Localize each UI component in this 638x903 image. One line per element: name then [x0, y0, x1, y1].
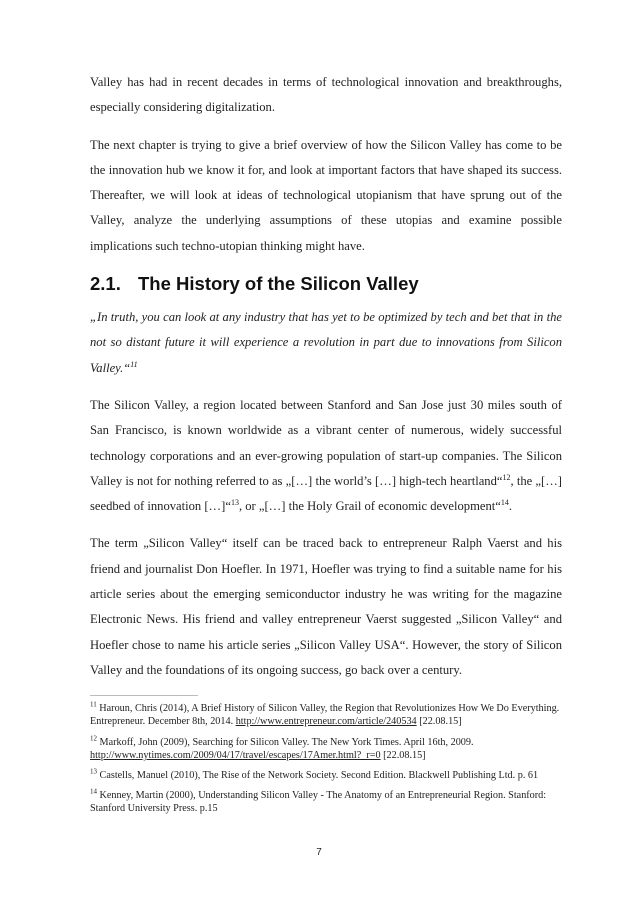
footnote-number: 13: [90, 767, 97, 776]
footnote-13: [90, 769, 562, 782]
epigraph-quote: [90, 305, 562, 381]
footnote-access-date: [22.08.15]: [416, 716, 462, 728]
footnote-ref-12[interactable]: 12: [502, 472, 511, 482]
footnote-text: Haroun, Chris (2014), A Brief History of Silicon Valley, the Region that Revolutionizes How We Do Everything. Entrepreneur. December 8th, 2014.: [90, 703, 560, 728]
footnote-ref-13[interactable]: 13: [230, 497, 239, 507]
footnote-text: Markoff, John (2009), Searching for Silicon Valley. The New York Times. April 16th, 2009.: [97, 736, 474, 748]
footnote-divider: [90, 695, 198, 696]
quote-footnote-ref[interactable]: 11: [130, 359, 138, 369]
region-paragraph: [90, 393, 562, 519]
footnote-number: 14: [90, 787, 97, 796]
section-title: The History of the Silicon Valley: [138, 273, 419, 295]
region-text-4: .: [508, 499, 513, 514]
intro-paragraph: Valley has had in recent decades in terms of technological innovation and breakthroughs, especially considering digitalization.: [90, 75, 562, 115]
region-text-3: , or „[…] the Holy Grail of economic development“: [238, 499, 501, 514]
footnote-11: [90, 702, 562, 728]
footnote-number: 11: [90, 700, 97, 709]
section-number: 2.1.: [90, 273, 121, 295]
footnote-12: [90, 736, 562, 762]
next-chapter-paragraph: The next chapter is trying to give a brief overview of how the Silicon Valley has come to be the innovation hub we know it for, and look at important factors that have shaped its success. Thereafter, we will look at ideas of technological utopianism that have sprung out of the Valley, analyze the underlying assumptions of these utopias and examine possible implications such techno-utopian thinking might have.: [90, 137, 562, 253]
term-paragraph: The term „Silicon Valley“ itself can be traced back to entrepreneur Ralph Vaerst and his friend and journalist Don Hoefler. In 1971, Hoefler was trying to find a suitable name for his article series about the emerging semiconductor industry he was writing for the magazine Electronic News. His friend and valley entrepreneur Vaerst suggested „Silicon Valley“ and Hoefler chose to name his article series „Silicon Valley USA“. However, the story of Silicon Valley and the foundations of its ongoing success, go back over a century.: [90, 536, 562, 677]
quote-text: „In truth, you can look at any industry that has yet to be optimized by tech and bet that in the not so distant future it will experience a revolution in part due to innovations from Silicon Valley.“: [90, 310, 562, 375]
region-text-2: , the „[…] seedbed of innovation […]“: [90, 473, 563, 514]
footnote-link[interactable]: http://www.entrepreneur.com/article/240534: [235, 716, 417, 728]
footnote-access-date: [22.08.15]: [380, 749, 426, 761]
region-text-1: The Silicon Valley, a region located between Stanford and San Jose just 30 miles south of San Francisco, is known worldwide as a vibrant center of numerous, widely successful technology corporations and an ever-growing population of start-up companies. The Silicon Valley is not for nothing referred to as „[…] the world’s […] high-tech heartland“: [90, 397, 562, 488]
footnote-text: Kenney, Martin (2000), Understanding Silicon Valley - The Anatomy of an Entrepreneurial Region. Stanford: Stanford University Press. p.15: [90, 790, 547, 815]
page-number: 7: [316, 847, 322, 858]
footnote-link[interactable]: http://www.nytimes.com/2009/04/17/travel/escapes/17Amer.html?_r=0: [90, 749, 381, 761]
page-content: [90, 70, 562, 823]
footnote-ref-14[interactable]: 14: [500, 497, 509, 507]
footnote-text: Castells, Manuel (2010), The Rise of the Network Society. Second Edition. Blackwell Publishing Ltd. p. 61: [97, 770, 539, 782]
footnote-number: 12: [90, 734, 97, 743]
footnote-14: [90, 789, 562, 815]
section-heading: [90, 271, 562, 297]
